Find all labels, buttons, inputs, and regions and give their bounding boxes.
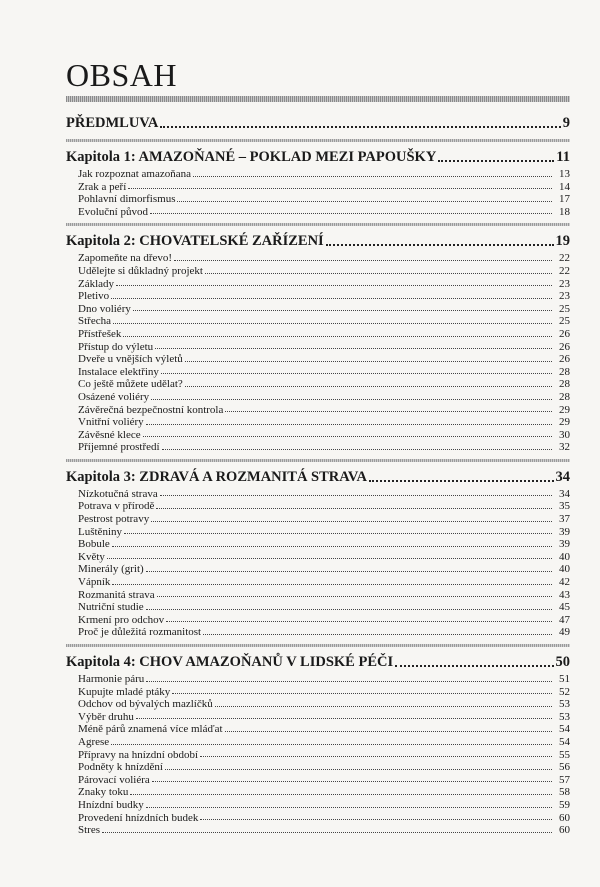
chapter-list: [66, 139, 570, 837]
toc-section-label: Kupujte mladé ptáky: [78, 685, 171, 698]
dot-leader: [438, 160, 554, 162]
toc-section-label: Minerály (grit): [78, 563, 144, 576]
toc-section[interactable]: [66, 366, 570, 379]
dot-leader: [151, 521, 552, 522]
toc-section[interactable]: [66, 278, 570, 291]
toc-section-page: 60: [559, 811, 570, 824]
toc-section-page: 25: [559, 315, 570, 328]
toc-section-page: 58: [559, 786, 570, 799]
dot-leader: [177, 201, 552, 202]
toc-section[interactable]: [66, 812, 570, 825]
toc-section-page: 54: [559, 723, 570, 736]
toc-section[interactable]: [66, 673, 570, 686]
toc-section-page: 39: [559, 538, 570, 551]
chapter-separator: [66, 223, 570, 226]
dot-leader: [102, 832, 552, 833]
toc-section[interactable]: [66, 168, 570, 181]
toc-section[interactable]: [66, 799, 570, 812]
toc-chapter-page: 11: [556, 149, 570, 165]
dot-leader: [107, 558, 552, 559]
toc-section[interactable]: [66, 341, 570, 354]
dot-leader: [215, 706, 552, 707]
toc-section-label: Vnitřní voliéry: [78, 416, 144, 429]
toc-chapter-page: 34: [555, 468, 570, 485]
toc-section-page: 22: [559, 252, 570, 265]
toc-section-page: 42: [559, 576, 570, 589]
dot-leader: [160, 495, 552, 496]
toc-section-page: 28: [559, 365, 570, 378]
dot-leader: [185, 386, 552, 387]
dot-leader: [326, 244, 554, 246]
toc-section-label: Vápník: [78, 576, 111, 589]
dot-leader: [113, 323, 552, 324]
toc-section-label: Pestrost potravy: [78, 513, 150, 526]
dot-leader: [112, 584, 552, 585]
toc-chapter-page: 50: [555, 654, 570, 670]
toc-section-label: Instalace elektřiny: [78, 365, 159, 378]
dot-leader: [130, 794, 552, 795]
toc-section-label: Podněty k hnízdění: [78, 761, 163, 774]
toc-section-page: 54: [559, 735, 570, 748]
toc-section-label: Párovací voliéra: [78, 773, 150, 786]
toc-section[interactable]: [66, 551, 570, 564]
table-of-contents: [66, 112, 570, 837]
toc-section[interactable]: [66, 824, 570, 837]
toc-section[interactable]: [66, 328, 570, 341]
toc-section[interactable]: [66, 265, 570, 278]
toc-section[interactable]: [66, 576, 570, 589]
dot-leader: [369, 480, 554, 482]
dot-leader: [165, 769, 552, 770]
toc-section-page: 47: [559, 613, 570, 626]
toc-section-label: Rozmanitá strava: [78, 588, 155, 601]
toc-section-page: 49: [559, 626, 570, 639]
dot-leader: [146, 807, 552, 808]
toc-section-page: 43: [559, 588, 570, 601]
toc-section-label: Příjemné prostředí: [78, 441, 160, 454]
toc-chapter-label: Kapitola 3: ZDRAVÁ A ROZMANITÁ STRAVA: [66, 468, 367, 485]
dot-leader: [225, 731, 552, 732]
toc-section-page: 39: [559, 525, 570, 538]
toc-section-label: Přístřešek: [78, 327, 122, 340]
toc-section-label: Nízkotučná strava: [78, 487, 158, 500]
toc-section-page: 52: [559, 685, 570, 698]
toc-section-label: Základy: [78, 277, 115, 290]
toc-section[interactable]: [66, 686, 570, 699]
dot-leader: [161, 373, 552, 374]
dot-leader: [157, 596, 552, 597]
toc-section[interactable]: [66, 193, 570, 206]
dot-leader: [151, 399, 552, 400]
dot-leader: [166, 621, 552, 622]
dot-leader: [116, 285, 552, 286]
toc-section-page: 40: [559, 550, 570, 563]
dot-leader: [185, 361, 552, 362]
toc-section-label: Méně párů znamená více mláďat: [78, 723, 223, 736]
toc-section[interactable]: [66, 749, 570, 762]
toc-section-label: Stres: [78, 824, 100, 837]
toc-section[interactable]: [66, 500, 570, 513]
toc-section-page: 29: [559, 403, 570, 416]
dot-leader: [203, 634, 552, 635]
dot-leader: [193, 176, 552, 177]
toc-section-label: Pohlavní dimorfismus: [78, 193, 176, 206]
toc-section-label: Závěsné klece: [78, 428, 141, 441]
toc-section[interactable]: [66, 698, 570, 711]
toc-section-page: 23: [559, 277, 570, 290]
toc-section[interactable]: [66, 723, 570, 736]
toc-section-page: 17: [559, 193, 570, 206]
dot-leader: [156, 508, 552, 509]
toc-section-label: Střecha: [78, 315, 111, 328]
toc-section[interactable]: [66, 315, 570, 328]
dot-leader: [162, 449, 552, 450]
toc-section-label: Hnízdní budky: [78, 798, 144, 811]
dot-leader: [111, 744, 552, 745]
toc-section-page: 55: [559, 748, 570, 761]
toc-section-page: 18: [559, 205, 570, 218]
dot-leader: [172, 693, 552, 694]
toc-section-page: 45: [559, 601, 570, 614]
page-title: OBSAH: [66, 57, 177, 93]
toc-section-page: 51: [559, 673, 570, 685]
dot-leader: [133, 310, 552, 311]
toc-section[interactable]: [66, 563, 570, 576]
toc-section-label: Udělejte si důkladný projekt: [78, 264, 203, 277]
dot-leader: [152, 781, 552, 782]
dot-leader: [205, 273, 552, 274]
toc-section[interactable]: [66, 761, 570, 774]
toc-chapter-1[interactable]: [66, 146, 570, 168]
toc-section-label: Bobule: [78, 538, 110, 551]
toc-section-label: Evoluční původ: [78, 205, 148, 218]
toc-section[interactable]: [66, 441, 570, 454]
toc-section[interactable]: [66, 303, 570, 316]
toc-section-page: 26: [559, 327, 570, 340]
toc-section-page: 56: [559, 761, 570, 774]
toc-section-label: Dveře u vnějších výletů: [78, 353, 183, 366]
toc-section-page: 14: [559, 180, 570, 193]
toc-section-label: Krmení pro odchov: [78, 613, 165, 626]
toc-section-page: 34: [559, 487, 570, 500]
toc-section-page: 53: [559, 698, 570, 711]
toc-section-page: 32: [559, 441, 570, 454]
chapter-separator: [66, 644, 570, 647]
toc-section[interactable]: [66, 526, 570, 539]
dot-leader: [146, 609, 552, 610]
toc-section-label: Proč je důležitá rozmanitost: [78, 626, 202, 639]
toc-section-page: 13: [559, 168, 570, 180]
toc-section-page: 40: [559, 563, 570, 576]
toc-section-label: Luštěniny: [78, 525, 122, 538]
toc-foreword-label: PŘEDMLUVA: [66, 115, 159, 131]
toc-chapter-3[interactable]: [66, 466, 570, 488]
toc-section[interactable]: [66, 626, 570, 639]
toc-section[interactable]: [66, 404, 570, 417]
toc-section-label: Harmonie páru: [78, 673, 145, 685]
toc-section[interactable]: [66, 416, 570, 429]
title-rule: [66, 96, 570, 102]
toc-section-page: 30: [559, 428, 570, 441]
chapter-separator: [66, 139, 570, 142]
toc-chapter-4[interactable]: [66, 651, 570, 673]
chapter-separator: [66, 459, 570, 462]
toc-section-label: Dno voliéry: [78, 302, 131, 315]
dot-leader: [155, 348, 552, 349]
toc-section-label: Výběr druhu: [78, 710, 134, 723]
dot-leader: [146, 681, 552, 682]
toc-section-page: 22: [559, 264, 570, 277]
toc-section-page: 26: [559, 353, 570, 366]
toc-section[interactable]: [66, 513, 570, 526]
dot-leader: [143, 436, 552, 437]
toc-section[interactable]: [66, 206, 570, 219]
toc-section-label: Agrese: [78, 735, 110, 748]
toc-section[interactable]: [66, 353, 570, 366]
toc-section[interactable]: [66, 538, 570, 551]
toc-section[interactable]: [66, 252, 570, 265]
toc-section-page: 37: [559, 513, 570, 526]
toc-section[interactable]: [66, 181, 570, 194]
toc-section-page: 28: [559, 378, 570, 391]
toc-foreword[interactable]: [66, 112, 570, 134]
toc-section-label: Znaky toku: [78, 786, 129, 799]
toc-section[interactable]: [66, 786, 570, 799]
toc-section[interactable]: [66, 736, 570, 749]
toc-section-label: Co ještě můžete udělat?: [78, 378, 183, 391]
dot-leader: [112, 546, 552, 547]
toc-section[interactable]: [66, 589, 570, 602]
toc-section-label: Zapomeňte na dřevo!: [78, 252, 173, 265]
dot-leader: [225, 411, 552, 412]
toc-chapter-label: Kapitola 1: AMAZOŇANÉ – POKLAD MEZI PAPOUŠKY: [66, 149, 437, 165]
toc-section-label: Potrava v přírodě: [78, 500, 155, 513]
toc-section[interactable]: [66, 429, 570, 442]
toc-section-label: Provedení hnízdních budek: [78, 811, 199, 824]
toc-section-page: 57: [559, 773, 570, 786]
toc-section-page: 53: [559, 710, 570, 723]
dot-leader: [146, 424, 552, 425]
toc-section-label: Zrak a peří: [78, 180, 127, 193]
toc-section[interactable]: [66, 290, 570, 303]
dot-leader: [111, 298, 552, 299]
toc-section-page: 23: [559, 290, 570, 303]
dot-leader: [123, 336, 552, 337]
dot-leader: [200, 756, 552, 757]
toc-section-label: Přístup do výletu: [78, 340, 154, 353]
toc-section-page: 29: [559, 416, 570, 429]
toc-section[interactable]: [66, 601, 570, 614]
toc-section-page: 26: [559, 340, 570, 353]
toc-section-label: Odchov od bývalých mazlíčků: [78, 698, 213, 711]
toc-section-page: 28: [559, 390, 570, 403]
dot-leader: [146, 571, 552, 572]
dot-leader: [136, 718, 552, 719]
toc-section-label: Jak rozpoznat amazoňana: [78, 168, 191, 180]
toc-section-page: 60: [559, 824, 570, 837]
toc-section-page: 59: [559, 798, 570, 811]
toc-section[interactable]: [66, 614, 570, 627]
dot-leader: [160, 126, 560, 128]
toc-section-label: Závěrečná bezpečnostní kontrola: [78, 403, 224, 416]
dot-leader: [124, 533, 552, 534]
toc-section[interactable]: [66, 488, 570, 501]
dot-leader: [395, 665, 553, 667]
toc-section[interactable]: [66, 378, 570, 391]
toc-section-page: 25: [559, 302, 570, 315]
toc-section[interactable]: [66, 774, 570, 787]
toc-chapter-label: Kapitola 4: CHOV AMAZOŇANŮ V LIDSKÉ PÉČI: [66, 654, 394, 670]
toc-section[interactable]: [66, 391, 570, 404]
toc-chapter-page: 19: [555, 233, 570, 250]
toc-section-label: Pletivo: [78, 290, 110, 303]
toc-chapter-label: Kapitola 2: CHOVATELSKÉ ZAŘÍZENÍ: [66, 233, 324, 250]
dot-leader: [174, 260, 552, 261]
toc-section-page: 35: [559, 500, 570, 513]
toc-section-label: Přípravy na hnízdní období: [78, 748, 199, 761]
toc-section[interactable]: [66, 711, 570, 724]
dot-leader: [200, 819, 552, 820]
toc-section-label: Osázené voliéry: [78, 390, 150, 403]
dot-leader: [128, 188, 552, 189]
toc-chapter-2[interactable]: [66, 230, 570, 252]
toc-section-label: Květy: [78, 550, 105, 563]
toc-foreword-page: 9: [562, 115, 570, 131]
dot-leader: [150, 213, 552, 214]
toc-section-label: Nutriční studie: [78, 601, 144, 614]
